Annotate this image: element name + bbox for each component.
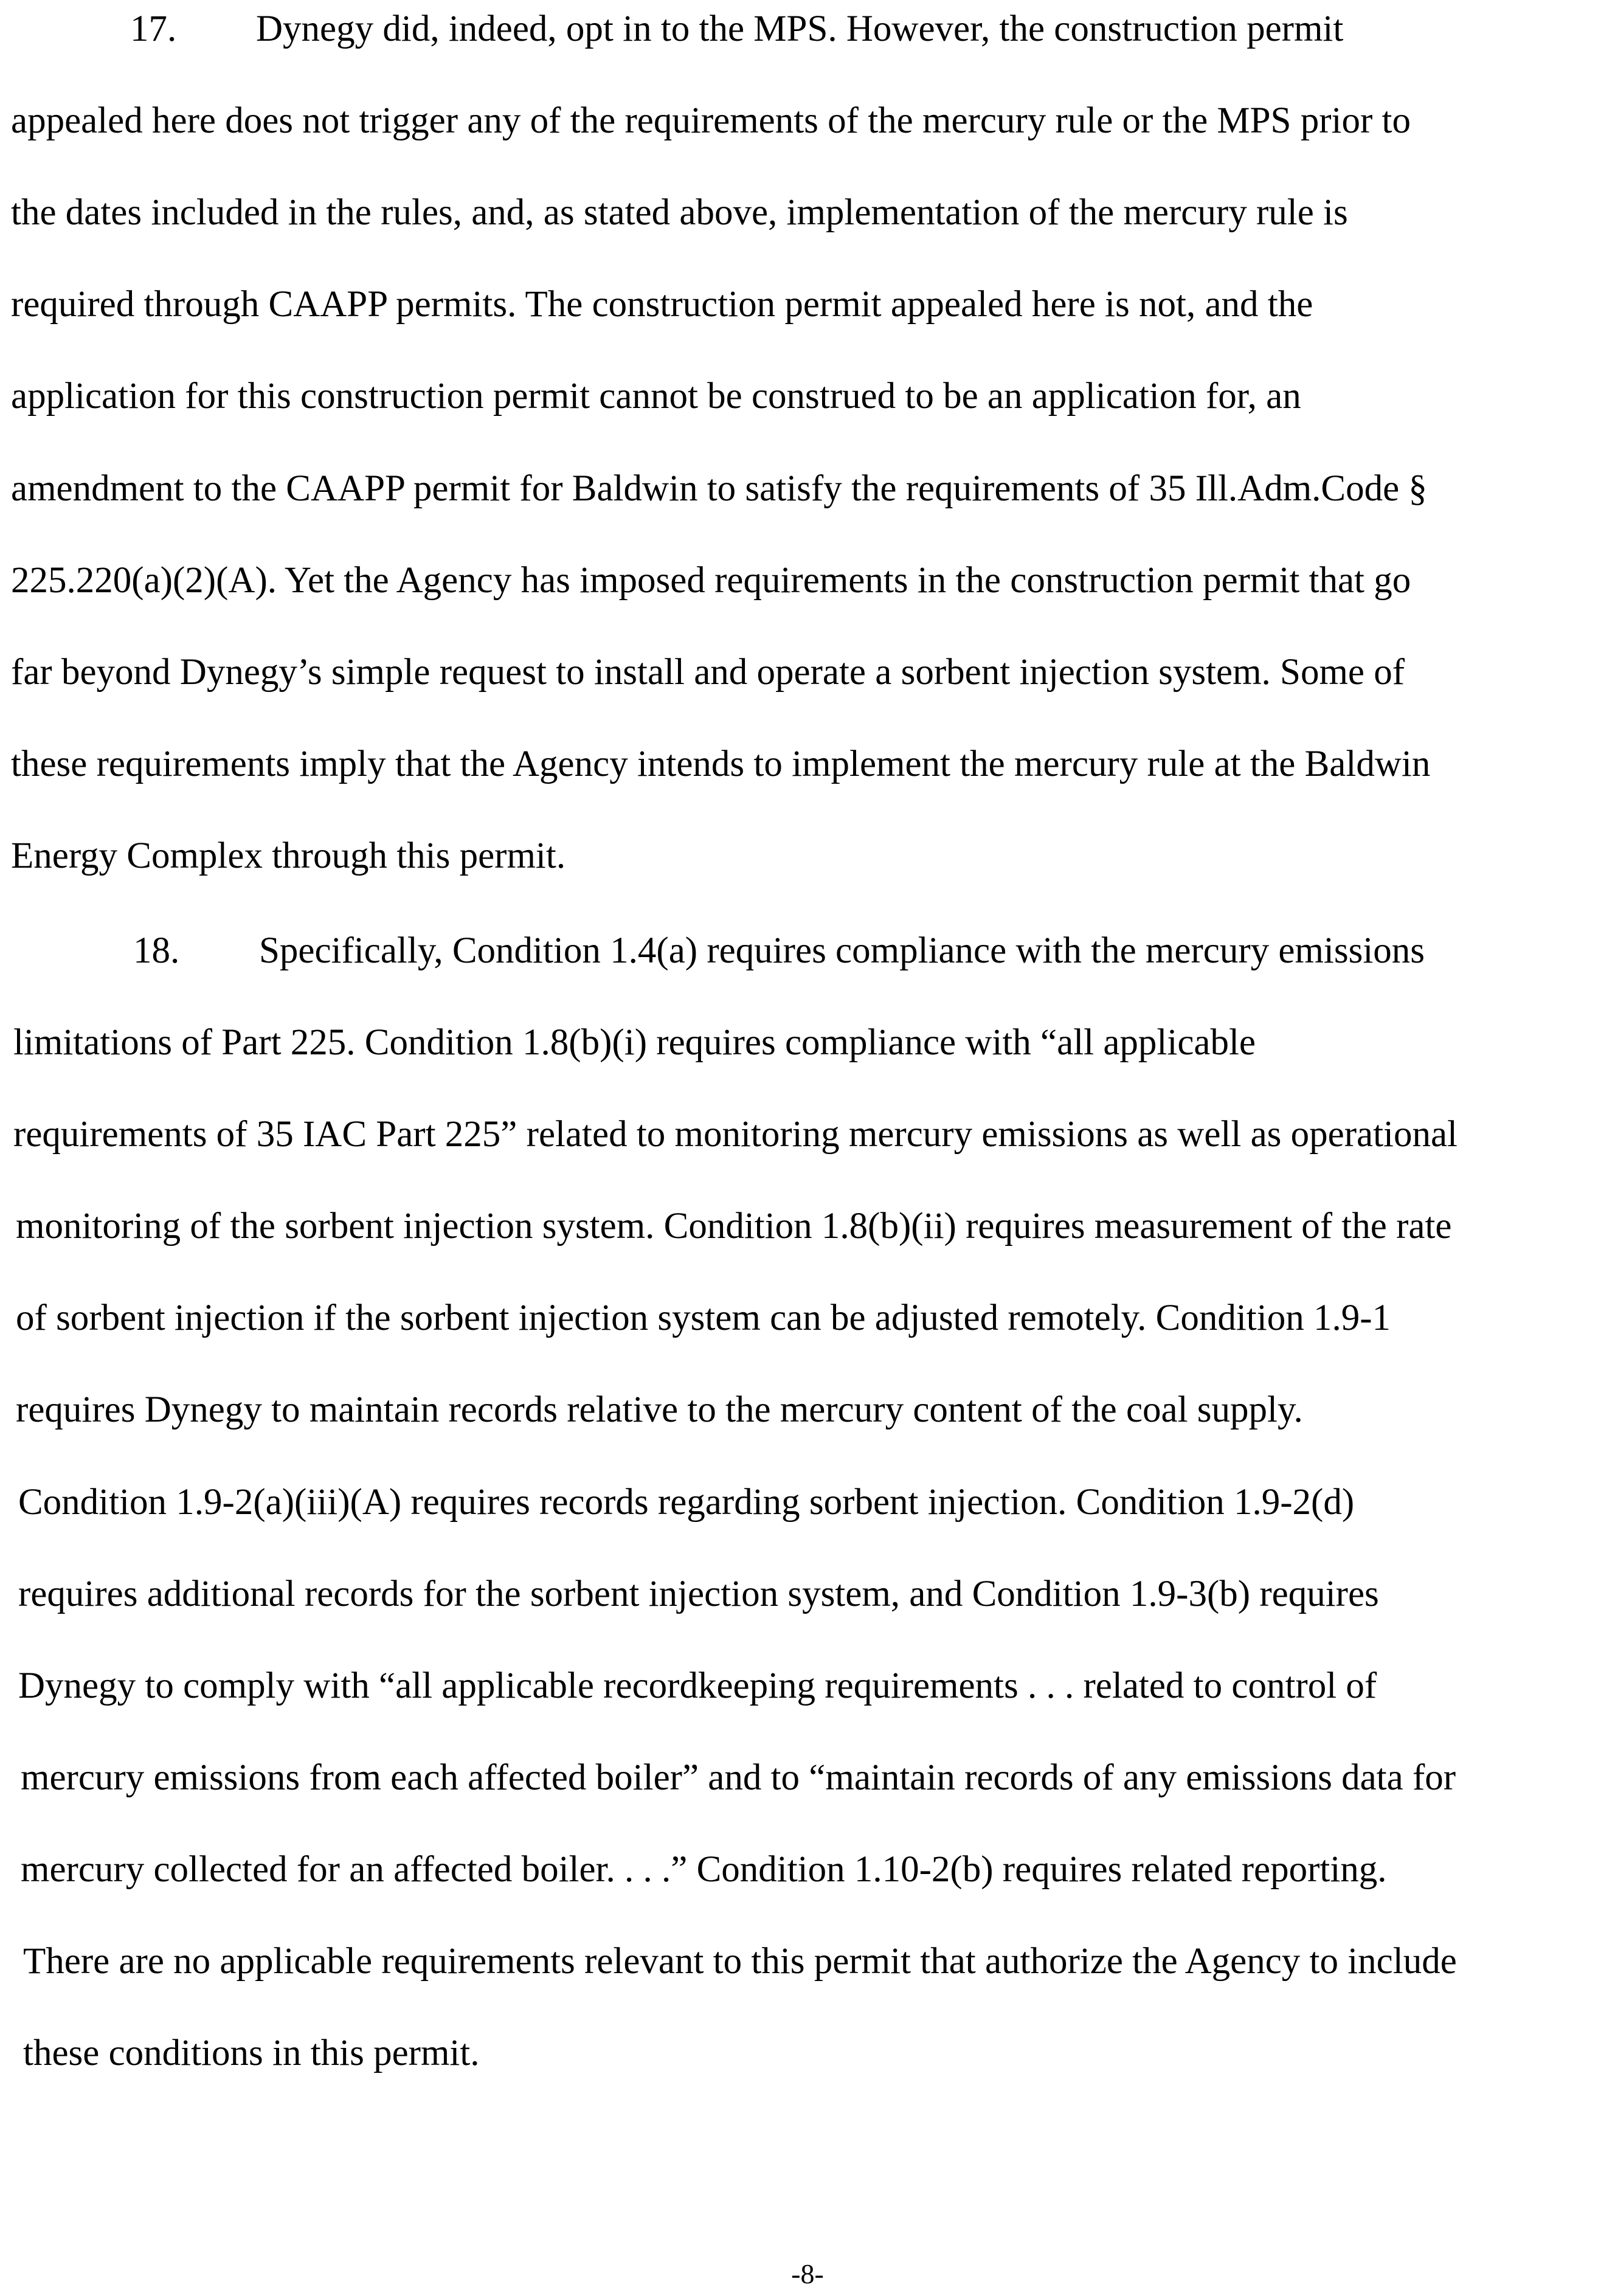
text-line: requires Dynegy to maintain records relative to the mercury content of the coal supply. (16, 1389, 1303, 1430)
text-line: requirements of 35 IAC Part 225” related to monitoring mercury emissions as well as operational (13, 1114, 1458, 1155)
line-text: Specifically, Condition 1.4(a) requires compliance with the mercury emissions (259, 930, 1425, 971)
text-line: Dynegy to comply with “all applicable recordkeeping requirements . . . related to control of (18, 1665, 1377, 1706)
text-line: appealed here does not trigger any of the requirements of the mercury rule or the MPS prior to (11, 100, 1411, 141)
text-line: limitations of Part 225. Condition 1.8(b)(i) requires compliance with “all applicable (13, 1022, 1256, 1063)
text-line: 225.220(a)(2)(A). Yet the Agency has imposed requirements in the construction permit that go (11, 560, 1411, 601)
paragraph-number: 18. (133, 930, 180, 971)
text-line: the dates included in the rules, and, as stated above, implementation of the mercury rule is (11, 192, 1348, 233)
text-line: Energy Complex through this permit. (11, 835, 566, 876)
text-line: mercury collected for an affected boiler. . . .” Condition 1.10-2(b) requires related reporting. (21, 1849, 1387, 1890)
text-line: requires additional records for the sorbent injection system, and Condition 1.9-3(b) requires (18, 1574, 1379, 1614)
text-line: required through CAAPP permits. The construction permit appealed here is not, and the (11, 284, 1313, 325)
text-line: these requirements imply that the Agency intends to implement the mercury rule at the Baldwin (11, 744, 1431, 784)
text-line: far beyond Dynegy’s simple request to install and operate a sorbent injection system. Some of (11, 652, 1405, 693)
paragraph-first-line (133, 929, 1425, 973)
text-line: application for this construction permit cannot be construed to be an application for, an (11, 376, 1301, 417)
text-line: There are no applicable requirements relevant to this permit that authorize the Agency to include (23, 1941, 1457, 1982)
paragraph-number: 17. (130, 9, 177, 49)
line-text: Dynegy did, indeed, opt in to the MPS. However, the construction permit (256, 9, 1344, 49)
text-line: mercury emissions from each affected boiler” and to “maintain records of any emissions data for (21, 1757, 1456, 1798)
text-line: amendment to the CAAPP permit for Baldwin to satisfy the requirements of 35 Ill.Adm.Code § (11, 468, 1427, 509)
text-line: these conditions in this permit. (23, 2033, 480, 2073)
text-line: of sorbent injection if the sorbent injection system can be adjusted remotely. Condition 1.9-1 (16, 1298, 1391, 1338)
text-line: Condition 1.9-2(a)(iii)(A) requires records regarding sorbent injection. Condition 1.9-2(d) (18, 1482, 1355, 1523)
paragraph-first-line (130, 7, 1343, 51)
text-line: monitoring of the sorbent injection system. Condition 1.8(b)(ii) requires measurement of the rate (16, 1206, 1452, 1247)
page-number: -8- (791, 2258, 824, 2289)
